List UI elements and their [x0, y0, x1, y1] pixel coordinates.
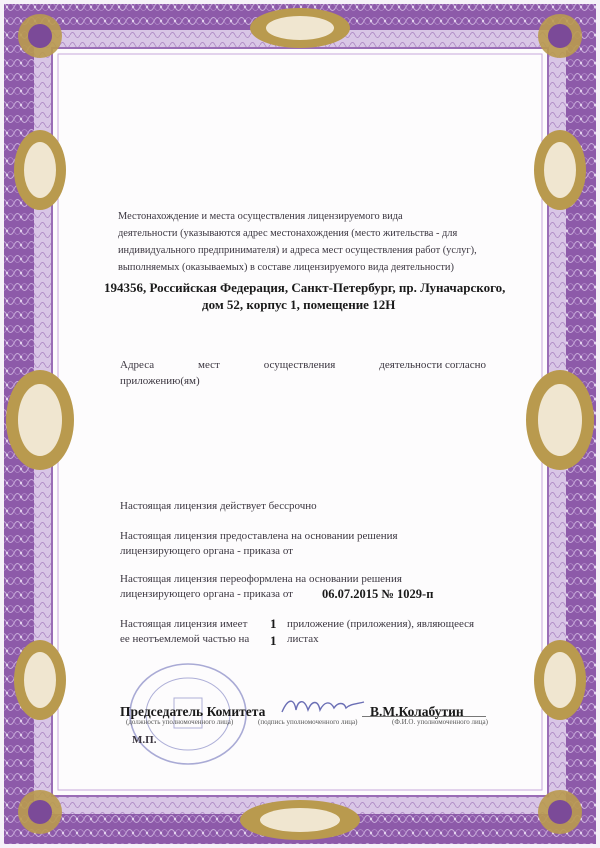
reissued-line1: Настоящая лицензия переоформлена на основании решения	[120, 573, 402, 585]
location-label-line3: индивидуального предпринимателя) и адреса мест осуществления работ (услуг),	[118, 245, 477, 256]
location-label-line4: выполняемых (оказываемых) в составе лицензируемого вида деятельности)	[118, 262, 454, 273]
address-line2: дом 52, корпус 1, помещение 12Н	[202, 297, 396, 312]
validity-text: Настоящая лицензия действует бессрочно	[120, 500, 317, 512]
appendix-sheets: 1	[270, 633, 277, 648]
address-line1: 194356, Российская Федерация, Санкт-Петербург, пр. Луначарского,	[104, 280, 506, 295]
appendix-line1-pre: Настоящая лицензия имеет	[120, 618, 248, 630]
caption-position: (должность уполномоченного лица)	[126, 718, 234, 726]
caption-signature: (подпись уполномоченного лица)	[258, 718, 358, 726]
addresses-label-line2: приложению(ям)	[120, 375, 200, 387]
name-underline	[362, 716, 486, 717]
location-label-line1: Местонахождение и места осуществления лицензируемого вида	[118, 211, 403, 222]
reissued-line2: лицензирующего органа - приказа от	[120, 588, 293, 600]
appendix-count: 1	[270, 616, 277, 631]
appendix-line1-post: приложение (приложения), являющееся	[287, 618, 475, 630]
addresses-label-line1: Адреса мест осуществления деятельности согласно	[120, 359, 486, 371]
granted-line2: лицензирующего органа - приказа от	[120, 545, 293, 557]
signatory-position: Председатель Комитета	[120, 704, 266, 719]
appendix-line2-pre: ее неотъемлемой частью на	[120, 633, 250, 645]
caption-name: (Ф.И.О. уполномоченного лица)	[392, 718, 488, 726]
seal-place-mark: М.П.	[132, 734, 157, 746]
reissue-order-number: 06.07.2015 № 1029-п	[322, 587, 434, 601]
appendix-line2-post: листах	[287, 633, 319, 645]
location-label-line2: деятельности (указываются адрес местонахождения (место жительства - для	[118, 228, 458, 239]
signatory-name: В.М.Колабутин	[370, 704, 464, 719]
granted-line1: Настоящая лицензия предоставлена на основании решения	[120, 530, 398, 542]
